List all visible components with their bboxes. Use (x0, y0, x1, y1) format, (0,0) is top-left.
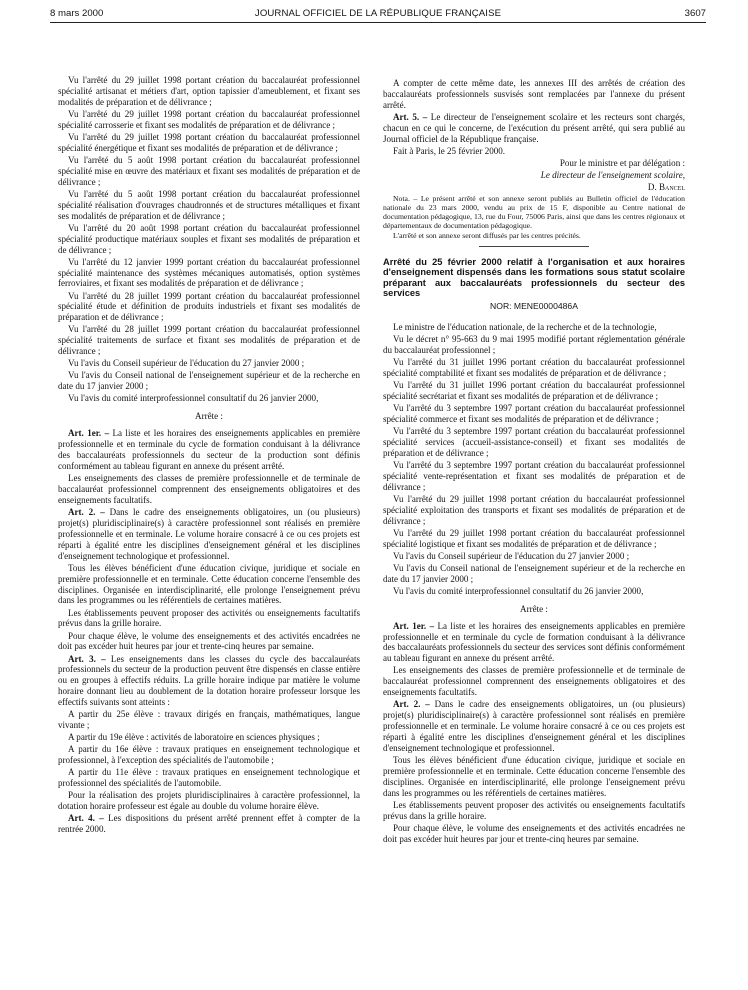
signature-name: D. Bancel (647, 182, 685, 193)
right-art1-text: La liste et les horaires des enseignements applicables en première professionnelle et en terminale du cycle de formation conduisant à la délivrance des baccalauréats professionnels du secteur des services sont définis conformément au tableau figurant en annexe du présent arrêté. (383, 620, 686, 664)
visa-paragraph: Vu l'arrêté du 29 juillet 1998 portant création du baccalauréat professionnel spécialité exploitation des transports et fixant ses modalités de préparation et de délivrance ; (383, 493, 685, 526)
left-article-2 (58, 507, 360, 562)
left-article-3 (58, 654, 360, 709)
right-art1-label: Art. 1er. – (393, 620, 435, 631)
right-art2-label: Art. 2. – (393, 699, 430, 710)
left-visa-list (58, 75, 360, 404)
signature-line-1: Pour le ministre et par délégation : (559, 157, 685, 168)
visa-paragraph: Vu l'arrêté du 28 juillet 1999 portant création du baccalauréat professionnel spécialité étude et définition de produits industriels et fixant ses modalités de préparation et de délivrance ; (58, 290, 360, 323)
right-art2-text: Dans le cadre des enseignements obligatoires, un (ou plusieurs) projet(s) pluridisciplinaire(s) à caractère professionnel sont réalisés en première professionnelle et en terminale. Le volume horaire consacré à ce ou ces projets est réparti à égalité entre les disciplines d'enseignement général et les disciplines d'enseignement technologique et professionnel. (383, 699, 685, 753)
left-column (58, 75, 360, 836)
nota-text-2: L'arrêté et son annexe seront diffusés par les centres précités. (393, 230, 581, 240)
visa-paragraph: Vu l'arrêté du 28 juillet 1999 portant création du baccalauréat professionnel spécialité traitements de surface et fixant ses modalités de préparation et de délivrance ; (58, 324, 360, 357)
left-art2-label: Art. 2. – (68, 506, 105, 517)
right-visa-list (383, 334, 685, 597)
visa-paragraph: Vu l'arrêté du 3 septembre 1997 portant création du baccalauréat professionnel spécialité commerce et fixant ses modalités de préparation et de délivrance ; (383, 403, 685, 424)
left-art3-item-list (58, 709, 360, 789)
left-article-1 (58, 428, 360, 472)
visa-paragraph: Vu l'arrêté du 3 septembre 1997 portant création du baccalauréat professionnel spécialité services (accueil-assistance-conseil) et fixant ses modalités de préparation et de délivrance ; (383, 426, 685, 458)
visa-paragraph: Vu l'arrêté du 31 juillet 1996 portant création du baccalauréat professionnel spécialité secrétariat et fixant ses modalités de préparation et de délivrance ; (383, 380, 685, 401)
left-art2-paragraph-4: Pour chaque élève, le volume des enseignements et des activités encadrées ne doit pas excéder huit heures par jour et trente-cinq heures par semaine. (58, 630, 360, 652)
left-art3-paragraph-2: Pour la réalisation des projets pluridisciplinaires à caractère professionnel, la dotation horaire professeur est égale au double du volume horaire élève. (58, 790, 360, 812)
right-intro: Le ministre de l'éducation nationale, de la recherche et de la technologie, (393, 321, 657, 332)
right-art5-label: Art. 5. – (393, 111, 428, 122)
visa-paragraph: Vu l'arrêté du 5 août 1998 portant création du baccalauréat professionnel spécialité mise en œuvre des matériaux et fixant ses modalités de préparation et de délivrance ; (58, 154, 360, 187)
visa-paragraph: Vu l'avis du comité interprofessionnel consultatif du 26 janvier 2000, (68, 393, 319, 404)
left-art1-text: La liste et les horaires des enseignements applicables en première professionnelle et en terminale du cycle de formation conduisant à la délivrance des baccalauréats professionnels du secteur de la production sont définis conformément au tableau figurant en annexe du présent arrêté. (58, 428, 361, 471)
visa-paragraph: Vu l'avis du comité interprofessionnel consultatif du 26 janvier 2000, (393, 585, 644, 596)
visa-paragraph: Vu l'avis du Conseil national de l'enseignement supérieur et de la recherche en date du 17 janvier 2000 ; (383, 562, 685, 584)
right-art5-text: Le directeur de l'enseignement scolaire et les recteurs sont chargés, chacun en ce qui le concerne, de l'exécution du présent arrêté, qui sera publié au Journal officiel de la République française. (383, 111, 686, 144)
right-column (383, 78, 685, 846)
nota-text: Nota. – Le présent arrêté et son annexe seront publiés au Bulletin officiel de l'éducation nationale du 23 mars 2000, vendu au prix de 15 F, disponible au Centre national de documentation pédagogique, 13, rue du Four, 75006 Paris, ainsi que dans les centres régionaux et départementaux de documentation pédagogique. (383, 194, 685, 231)
right-article-1 (383, 621, 685, 665)
left-art1-paragraph-2: Les enseignements des classes de première professionnelle et de terminale de baccalauréat professionnel comprennent des enseignements obligatoires et des enseignements facultatifs. (58, 473, 360, 505)
threshold-item: A partir du 19e élève : activités de laboratoire en sciences physiques ; (68, 732, 320, 743)
right-art2-paragraph-4: Pour chaque élève, le volume des enseignements et des activités encadrées ne doit pas excéder huit heures par jour et trente-cinq heures par semaine. (383, 822, 685, 844)
left-art4-label: Art. 4. – (68, 813, 104, 824)
visa-paragraph: Vu l'arrêté du 20 août 1998 portant création du baccalauréat professionnel spécialité productique matériaux souples et fixant ses modalités de préparation et de délivrance ; (58, 222, 360, 255)
visa-paragraph: Vu l'arrêté du 31 juillet 1996 portant création du baccalauréat professionnel spécialité comptabilité et fixant ses modalités de préparation et de délivrance ; (383, 357, 685, 378)
right-paragraph-1: A compter de cette même date, les annexes III des arrêtés de création des baccalauréats professionnels susvisés sont remplacées par l'annexe du présent arrêté. (383, 78, 685, 110)
visa-paragraph: Vu l'avis du Conseil national de l'enseignement supérieur et de la recherche en date du 17 janvier 2000 ; (58, 370, 360, 392)
right-art2-paragraph-3: Les établissements peuvent proposer des activités ou enseignements facultatifs prévus dans la grille horaire. (383, 799, 685, 821)
visa-paragraph: Vu l'arrêté du 29 juillet 1998 portant création du baccalauréat professionnel spécialité carrosserie et fixant ses modalités de préparation et de délivrance ; (58, 108, 360, 130)
header-date: 8 mars 2000 (50, 8, 104, 19)
left-art2-paragraph-3: Les établissements peuvent proposer des activités ou enseignements facultatifs prévus dans la grille horaire. (58, 607, 360, 629)
right-fait: Fait à Paris, le 25 février 2000. (393, 145, 506, 156)
right-arrete: Arrête : (520, 603, 548, 614)
left-art2-paragraph-2: Tous les élèves bénéficient d'une éducation civique, juridique et sociale en première professionnelle et en terminale. Cette éducation concerne l'ensemble des disciplines. Organisée en interdisciplinarité, elle prolonge l'enseignement prévu dans les programmes ou les référentiels de certaines matières. (58, 562, 360, 606)
left-article-4 (58, 813, 360, 835)
threshold-item: A partir du 11e élève : travaux pratiques en enseignement technologique et professionnel des spécialités de l'automobile. (58, 767, 360, 789)
section-separator (479, 246, 589, 247)
header-rule (50, 22, 706, 23)
left-art1-label: Art. 1er. – (68, 428, 110, 439)
threshold-item: A partir du 25e élève : travaux dirigés en français, mathématiques, langue vivante ; (58, 709, 360, 731)
visa-paragraph: Vu le décret n° 95-663 du 9 mai 1995 modifié portant réglementation générale du baccalauréat professionnel ; (383, 334, 685, 355)
visa-paragraph: Vu l'arrêté du 5 août 1998 portant création du baccalauréat professionnel spécialité réalisation d'ouvrages chaudronnés et de structures métalliques et fixant ses modalités de préparation et de délivrance ; (58, 188, 360, 221)
arrete-title: Arrêté du 25 février 2000 relatif à l'organisation et aux horaires d'enseignement dispensés dans les formations sous statut scolaire préparant aux baccalauréats professionnels du secteur des services (383, 256, 685, 299)
nota-block (383, 194, 685, 239)
visa-paragraph: Vu l'arrêté du 3 septembre 1997 portant création du baccalauréat professionnel spécialité vente-représentation et fixant ses modalités de préparation et de délivrance ; (383, 459, 685, 492)
right-art1-paragraph-2: Les enseignements des classes de première professionnelle et de terminale de baccalauréat professionnel comprennent des enseignements obligatoires et des enseignements facultatifs. (383, 665, 685, 698)
threshold-item: A partir du 16e élève : travaux pratiques en enseignement technologique et professionnel, à l'exception des spécialités de l'automobile ; (58, 744, 360, 766)
left-art4-text: Les dispositions du présent arrêté prennent effet à compter de la rentrée 2000. (58, 813, 361, 835)
right-art2-paragraph-2: Tous les élèves bénéficient d'une éducation civique, juridique et sociale en première professionnelle et en terminale. Cette éducation concerne l'ensemble des disciplines. Organisée en interdisciplinarité, elle prolonge l'enseignement prévu dans les programmes ou les référentiels de certaines matières. (383, 755, 685, 798)
visa-paragraph: Vu l'arrêté du 29 juillet 1998 portant création du baccalauréat professionnel spécialité énergétique et fixant ses modalités de préparation et de délivrance ; (58, 131, 360, 153)
visa-paragraph: Vu l'avis du Conseil supérieur de l'éducation du 27 janvier 2000 ; (68, 358, 305, 369)
signature-line-2: Le directeur de l'enseignement scolaire, (540, 170, 685, 180)
page-header (50, 6, 706, 22)
left-art3-text: Les enseignements dans les classes du cycle des baccalauréats professionnels du secteur de la production peuvent être dispensés en classe entière ou en groupes à effectifs réduits. La grille horaire indique par matière le volume horaire donnant lieu au doublement de la dotation horaire professeur lorsque les effectifs suivants sont atteints : (58, 653, 360, 708)
left-art2-text: Dans le cadre des enseignements obligatoires, un (ou plusieurs) projet(s) pluridisciplinaire(s) à caractère professionnel sont réalisés en première professionnelle et en terminale. Le volume horaire consacré à ce ou ces projets est réparti à égalité entre les disciplines d'enseignement général et les disciplines d'enseignement technologique et professionnel. (58, 506, 360, 561)
left-art3-label: Art. 3. – (68, 653, 106, 664)
header-journal-title: JOURNAL OFFICIEL DE LA RÉPUBLIQUE FRANÇAISE (254, 8, 502, 19)
visa-paragraph: Vu l'avis du Conseil supérieur de l'éducation du 27 janvier 2000 ; (393, 550, 630, 561)
visa-paragraph: Vu l'arrêté du 29 juillet 1998 portant création du baccalauréat professionnel spécialité logistique et fixant ses modalités de préparation et de délivrance ; (383, 527, 685, 549)
right-article-5 (383, 112, 685, 145)
left-arrete: Arrête : (195, 411, 223, 422)
header-page-number: 3607 (684, 8, 706, 19)
nor-reference: NOR: MENE0000486A (490, 301, 578, 312)
visa-paragraph: Vu l'arrêté du 29 juillet 1998 portant création du baccalauréat professionnel spécialité artisanat et métiers d'art, option tapissier d'ameublement, et fixant ses modalités de préparation et de délivrance ; (58, 75, 360, 107)
right-article-2 (383, 699, 685, 754)
visa-paragraph: Vu l'arrêté du 12 janvier 1999 portant création du baccalauréat professionnel spécialité maintenance des systèmes mécaniques automatisés, option systèmes ferroviaires, et fixant ses modalités de préparation et de délivrance ; (58, 256, 360, 289)
